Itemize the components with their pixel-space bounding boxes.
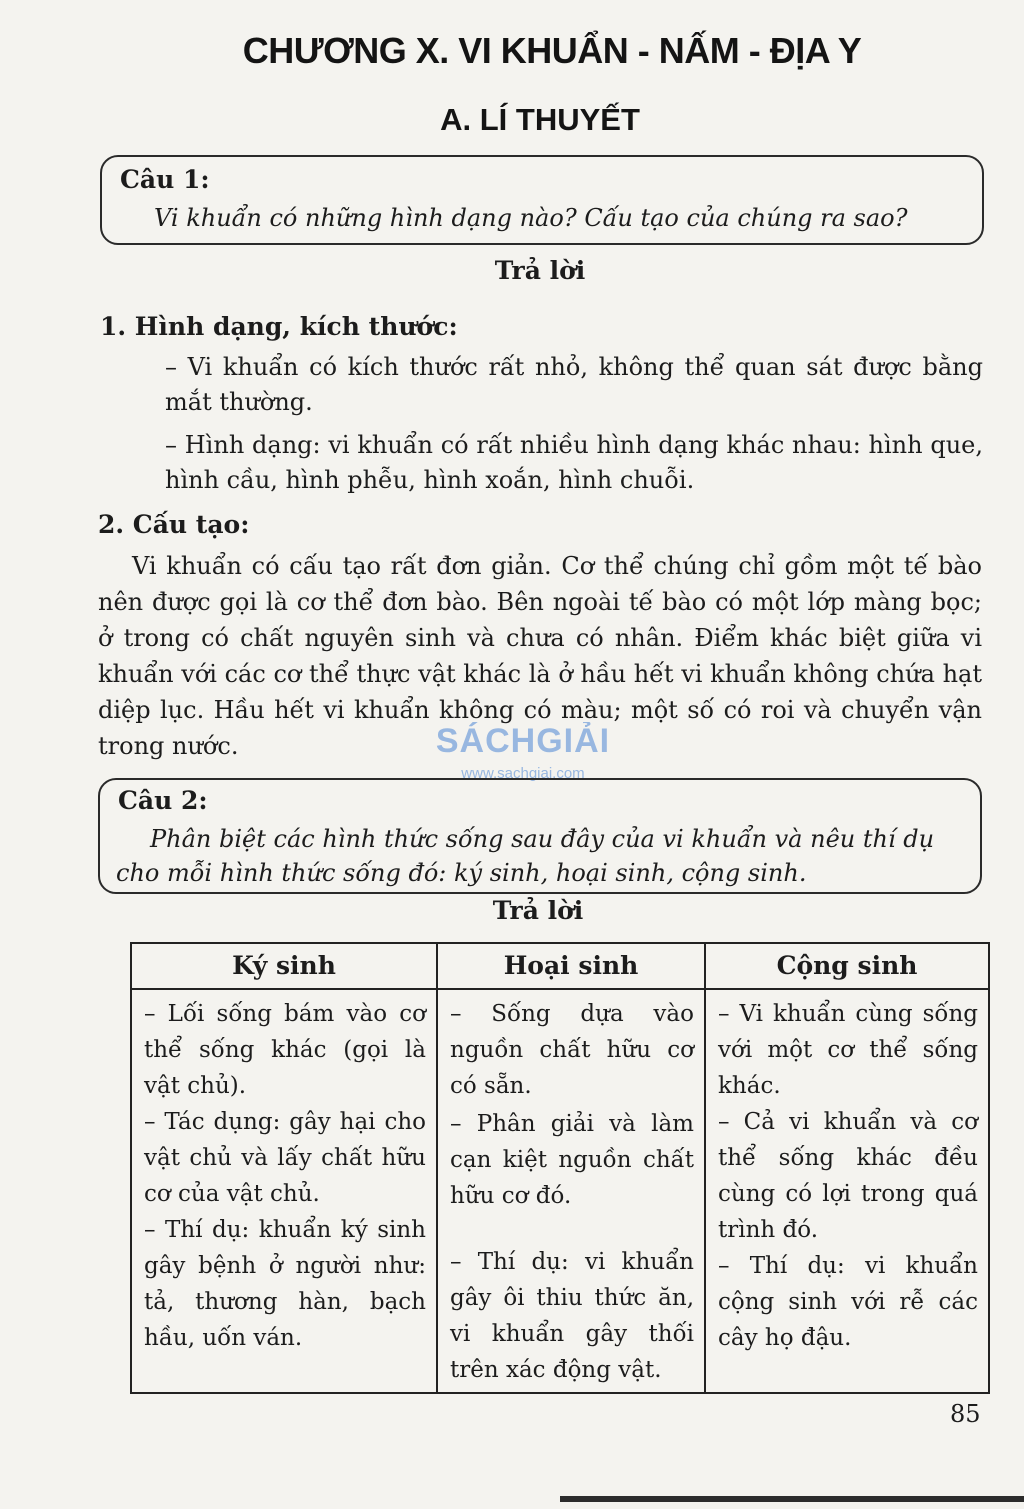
cell-line: – Phân giải và làm cạn kiệt nguồn chất hữu cơ đó. (450, 1111, 694, 1209)
cell-line: – Thí dụ: vi khuẩn gây ôi thiu thức ăn, vi khuẩn gây thối trên xác động vật. (450, 1249, 694, 1383)
question-1-label: Câu 1: (120, 165, 210, 194)
cell-cong-sinh (705, 989, 989, 1393)
cell-line: – Thí dụ: khuẩn ký sinh gây bệnh ở người như: tả, thương hàn, bạch hầu, uốn ván. (144, 1217, 426, 1351)
part-1-heading: 1. Hình dạng, kích thước: (100, 312, 458, 341)
cell-line: – Cả vi khuẩn và cơ thể sống khác đều cùng có lợi trong quá trình đó. (718, 1109, 978, 1243)
cell-hoai-sinh (437, 989, 705, 1393)
cell-line: – Thí dụ: vi khuẩn cộng sinh với rễ các cây họ đậu. (718, 1253, 978, 1351)
part-1-bullet: – Vi khuẩn có kích thước rất nhỏ, không thể quan sát được bằng mắt thường. (165, 353, 983, 416)
section-title: A. LÍ THUYẾT (440, 102, 640, 137)
question-1-text: Vi khuẩn có những hình dạng nào? Cấu tạo của chúng ra sao? (154, 204, 908, 232)
question-2-text: Phân biệt các hình thức sống sau đây của vi khuẩn và nêu thí dụ cho mỗi hình thức sống đó: ký sinh, hoại sinh, cộng sinh. (116, 825, 935, 887)
header-cong-sinh: Cộng sinh (705, 943, 989, 989)
question-2-label: Câu 2: (118, 786, 208, 815)
watermark-logo: SÁCHGIẢI (435, 722, 611, 760)
site-watermark (408, 722, 638, 782)
question-2-box (98, 778, 982, 894)
lifestyle-comparison-table (130, 942, 990, 1394)
answer-heading-2: Trả lời (492, 896, 584, 925)
part-2-paragraph: Vi khuẩn có cấu tạo rất đơn giản. Cơ thể chúng chỉ gồm một tế bào nên được gọi là cơ thể đơn bào. Bên ngoài tế bào có một lớp màng bọc; ở trong có chất nguyên sinh và chưa có nhân. Điểm khác biệt giữa vi khuẩn với các cơ thể thực vật khác là ở hầu hết vi khuẩn không chứa hạt diệp lục. Hầu hết vi khuẩn không có màu; một số có roi và chuyển vận trong nước. (98, 552, 982, 760)
header-hoai-sinh: Hoại sinh (437, 943, 705, 989)
cell-line: – Tác dụng: gây hại cho vật chủ và lấy chất hữu cơ của vật chủ. (144, 1109, 426, 1207)
answer-heading-1: Trả lời (494, 256, 586, 285)
scan-edge-line (560, 1496, 1024, 1502)
question-1-box (100, 155, 984, 245)
part-1-bullet: – Hình dạng: vi khuẩn có rất nhiều hình dạng khác nhau: hình que, hình cầu, hình phễu, hình xoắn, hình chuỗi. (165, 431, 983, 494)
table-header-row (131, 943, 989, 989)
header-ky-sinh: Ký sinh (131, 943, 437, 989)
chapter-title: CHƯƠNG X. VI KHUẨN - NẤM - ĐỊA Y (242, 30, 862, 71)
page-number: 85 (950, 1400, 981, 1428)
table-row (131, 989, 989, 1393)
cell-line: – Lối sống bám vào cơ thể sống khác (gọi là vật chủ). (144, 1001, 426, 1099)
cell-ky-sinh (131, 989, 437, 1393)
watermark-url: www.sachgiai.com (461, 765, 585, 782)
cell-line: – Vi khuẩn cùng sống với một cơ thể sống khác. (718, 1001, 978, 1099)
part-2-heading: 2. Cấu tạo: (98, 510, 250, 539)
cell-line: – Sống dựa vào nguồn chất hữu cơ có sẵn. (450, 1001, 694, 1099)
